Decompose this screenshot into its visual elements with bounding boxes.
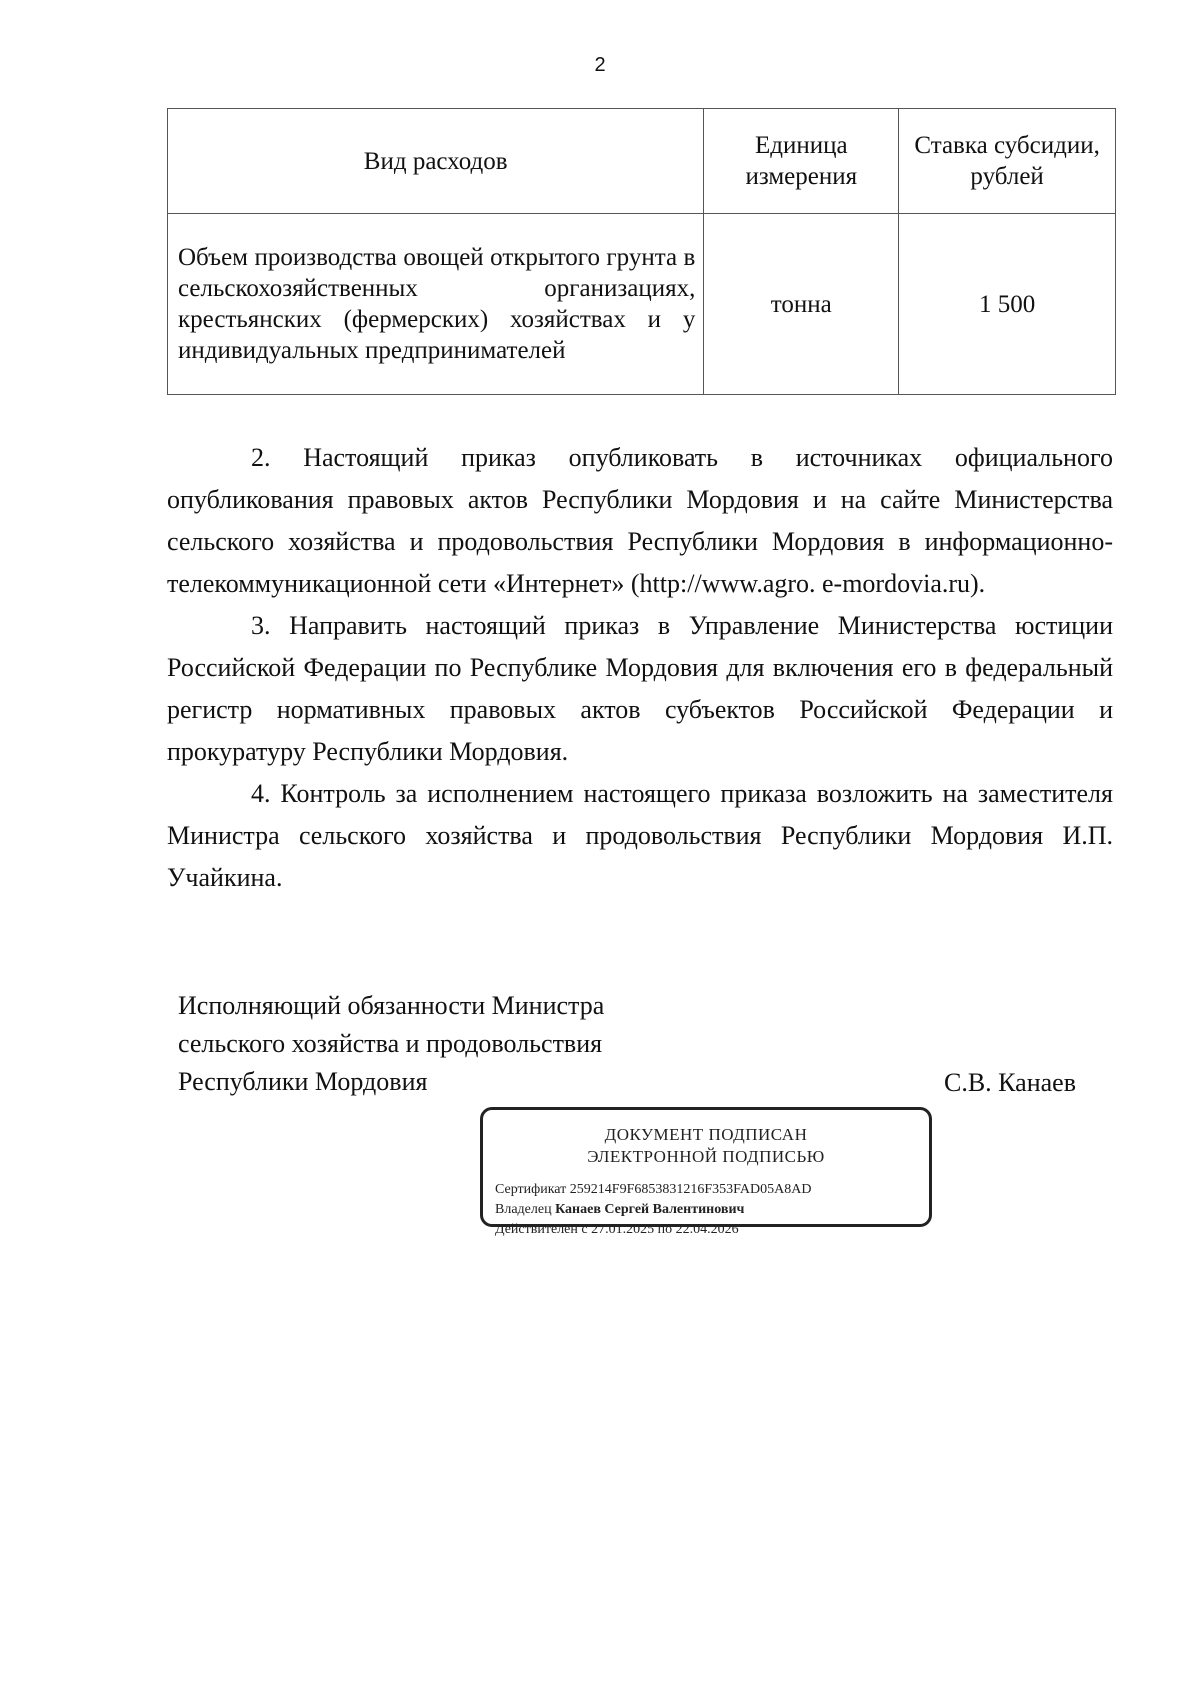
header-subsidy-rate: Ставка субсидии, рублей <box>899 109 1116 214</box>
stamp-title-line: ДОКУМЕНТ ПОДПИСАН <box>604 1125 808 1144</box>
certificate-value: 259214F9F6853831216F353FAD05A8AD <box>569 1182 812 1197</box>
stamp-details <box>483 1180 929 1240</box>
paragraph-registration: 3. Направить настоящий приказ в Управление Министерства юстиции Российской Федерации по Республике Мордовия для включения его в федеральный регистр нормативных правовых актов субъектов Российской Федерации и прокуратуру Республики Мордовия. <box>167 611 1113 766</box>
paragraph-publication: 2. Настоящий приказ опубликовать в источниках официального опубликования правовых актов Республики Мордовия и на сайте Министерства сельского хозяйства и продовольствия Республики Мордовия в информационно-телекоммуникационной сети «Интернет» (http://www.agro. e-mordovia.ru). <box>167 443 1113 598</box>
signatory-name: С.В. Канаев <box>944 1068 1076 1097</box>
stamp-title <box>483 1124 929 1168</box>
signatory-position-line: Исполняющий обязанности Министра <box>178 991 605 1020</box>
page-number: 2 <box>594 54 606 76</box>
order-body <box>167 437 1113 899</box>
valid-label: Действителен с <box>495 1222 588 1237</box>
header-expense-type: Вид расходов <box>168 109 704 214</box>
table-row <box>168 214 1116 395</box>
subsidy-rate-table <box>167 108 1116 395</box>
header-unit: Единица измерения <box>704 109 899 214</box>
stamp-validity <box>495 1220 929 1240</box>
signatory-position <box>178 987 604 1101</box>
table-header-row <box>168 109 1116 214</box>
valid-to-label: по <box>657 1222 673 1237</box>
stamp-certificate <box>495 1180 929 1200</box>
signatory-position-line: сельского хозяйства и продовольствия <box>178 1029 603 1058</box>
certificate-label: Сертификат <box>495 1182 567 1197</box>
valid-from: 27.01.2025 <box>591 1222 655 1237</box>
electronic-signature-stamp <box>480 1107 932 1237</box>
cell-rate: 1 500 <box>899 214 1116 395</box>
owner-label: Владелец <box>495 1202 552 1217</box>
valid-to: 22.04.2026 <box>675 1222 739 1237</box>
signatory-position-line: Республики Мордовия <box>178 1067 428 1096</box>
paragraph-control: 4. Контроль за исполнением настоящего приказа возложить на заместителя Министра сельского хозяйства и продовольствия Республики Мордовия И.П. Учайкина. <box>167 779 1113 892</box>
cell-expense-description: Объем производства овощей открытого грунта в сельскохозяйственных организациях, крестьянских (фермерских) хозяйствах и у индивидуальных предпринимателей <box>168 214 704 395</box>
cell-unit: тонна <box>704 214 899 395</box>
stamp-owner <box>495 1200 929 1220</box>
stamp-title-line: ЭЛЕКТРОННОЙ ПОДПИСЬЮ <box>587 1147 825 1166</box>
owner-value: Канаев Сергей Валентинович <box>555 1202 745 1217</box>
